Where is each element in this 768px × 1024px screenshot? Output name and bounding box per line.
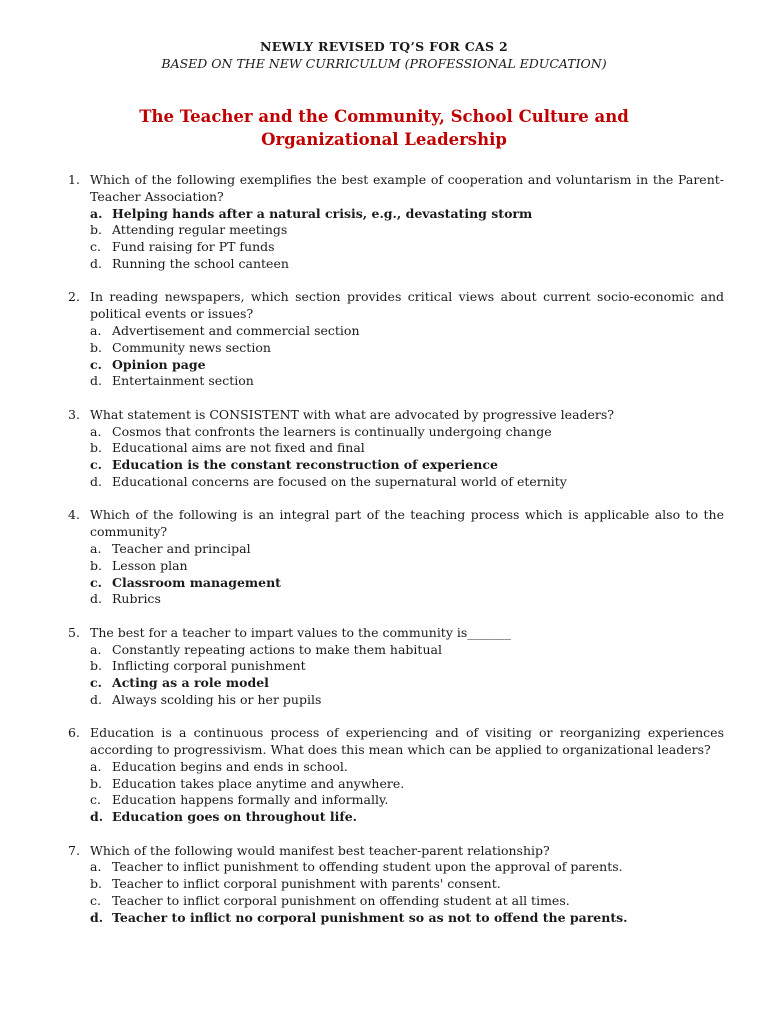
option-text: Education takes place anytime and anywhere. [112,775,405,791]
option-text: Running the school canteen [112,255,289,271]
question-number: 1. [68,172,80,187]
answer-option [90,776,724,793]
question-item [68,725,724,826]
option-letter: c. [90,574,102,590]
option-letter: d. [90,255,102,271]
answer-option [90,642,724,659]
option-letter: c. [90,792,101,808]
answer-option [90,692,724,709]
answer-option [90,424,724,441]
option-text: Education goes on throughout life. [112,809,357,825]
option-text: Cosmos that confronts the learners is continually undergoing change [112,423,552,439]
option-letter: b. [90,876,102,892]
option-text: Opinion page [112,356,206,372]
option-text: Rubrics [112,591,161,607]
question-item [68,289,724,390]
question-item [68,172,724,273]
option-text: Inflicting corporal punishment [112,658,306,674]
answer-option [90,222,724,239]
correct-answer-option [90,910,724,927]
option-letter: b. [90,775,102,791]
answer-option [90,591,724,608]
option-letter: c. [90,893,101,909]
answer-option [90,859,724,876]
answer-option [90,558,724,575]
answer-option [90,323,724,340]
option-text: Constantly repeating actions to make them habitual [112,641,442,657]
option-list [90,541,724,608]
option-list [90,424,724,491]
option-letter: b. [90,339,102,355]
option-letter: c. [90,356,102,372]
header-title: NEWLY REVISED TQ’S FOR CAS 2 [259,39,508,54]
question-text: What statement is CONSISTENT with what are advocated by progressive leaders? [90,406,615,422]
option-list [90,206,724,273]
option-text: Acting as a role model [112,675,269,691]
answer-option [90,256,724,273]
question-text: Which of the following exemplifies the best example of cooperation and voluntarism in the Parent-Teacher Association? [90,172,724,204]
option-letter: d. [90,591,102,607]
answer-option [90,876,724,893]
correct-answer-option [90,457,724,474]
option-text: Teacher to inflict no corporal punishment so as not to offend the parents. [112,909,628,925]
option-text: Lesson plan [112,557,188,573]
option-letter: d. [90,691,102,707]
answer-option [90,239,724,256]
answer-option [90,893,724,910]
answer-option [90,541,724,558]
option-text: Education happens formally and informally. [112,792,389,808]
question-number: 5. [68,624,80,640]
question-text: Which of the following would manifest best teacher-parent relationship? [90,842,550,858]
option-text: Educational aims are not fixed and final [112,440,365,456]
option-text: Educational concerns are focused on the supernatural world of eternity [112,473,567,489]
question-number: 6. [68,725,80,741]
option-text: Teacher to inflict punishment to offending student upon the approval of parents. [112,859,623,875]
option-text: Classroom management [112,574,281,590]
question-item [68,625,724,709]
question-item [68,843,724,927]
correct-answer-option [90,675,724,692]
option-list [90,759,724,826]
correct-answer-option [90,206,724,223]
correct-answer-option [90,575,724,592]
question-number: 2. [68,289,80,305]
option-text: Entertainment section [112,373,254,389]
option-letter: b. [90,222,102,238]
option-text: Education is the constant reconstruction of experience [112,457,498,473]
document-title-line-2: Organizational Leadership [261,130,507,149]
option-letter: a. [90,758,102,774]
option-letter: c. [90,457,102,473]
option-letter: b. [90,440,102,456]
option-letter: d. [90,473,102,489]
option-list [90,859,724,926]
option-text: Attending regular meetings [112,222,288,238]
answer-option [90,658,724,675]
option-text: Advertisement and commercial section [112,322,360,338]
option-list [90,323,724,390]
document-title-line-1: The Teacher and the Community, School Culture and [139,107,629,126]
option-letter: a. [90,859,102,875]
question-list [68,172,724,943]
option-letter: d. [90,373,102,389]
correct-answer-option [90,809,724,826]
answer-option [90,759,724,776]
option-letter: d. [90,809,104,825]
option-letter: d. [90,909,104,925]
option-letter: a. [90,423,102,439]
answer-option [90,340,724,357]
option-letter: a. [90,540,102,556]
correct-answer-option [90,357,724,374]
option-text: Education begins and ends in school. [112,758,348,774]
option-letter: b. [90,658,102,674]
option-letter: b. [90,557,102,573]
answer-option [90,373,724,390]
option-list [90,642,724,709]
question-text: Education is a continuous process of experiencing and of visiting or reorganizing experiences according to progressivism. What does this mean which can be applied to organizational leaders? [90,725,724,758]
option-letter: a. [90,322,102,338]
header-subtitle: BASED ON THE NEW CURRICULUM (PROFESSIONAL EDUCATION) [161,56,607,71]
question-number: 4. [68,507,80,523]
document-title [0,105,768,151]
option-text: Teacher to inflict corporal punishment on offending student at all times. [112,893,570,909]
option-letter: a. [90,205,103,221]
option-letter: c. [90,239,101,255]
question-number: 3. [68,406,80,422]
answer-option [90,792,724,809]
answer-option [90,440,724,457]
question-text: Which of the following is an integral part of the teaching process which is applicable also to the community? [90,507,724,540]
question-item [68,507,724,608]
question-number: 7. [68,842,80,858]
option-text: Always scolding his or her pupils [112,691,322,707]
option-letter: c. [90,675,102,691]
option-text: Teacher to inflict corporal punishment with parents' consent. [112,876,501,892]
option-text: Teacher and principal [112,540,251,556]
option-text: Community news section [112,339,271,355]
question-item [68,407,724,491]
option-letter: a. [90,641,102,657]
option-text: Fund raising for PT funds [112,239,275,255]
question-text: In reading newspapers, which section provides critical views about current socio-economic and political events or issues? [90,289,724,322]
question-text: The best for a teacher to impart values to the community is_______ [90,624,512,640]
option-text: Helping hands after a natural crisis, e.g., devastating storm [112,205,533,221]
answer-option [90,474,724,491]
